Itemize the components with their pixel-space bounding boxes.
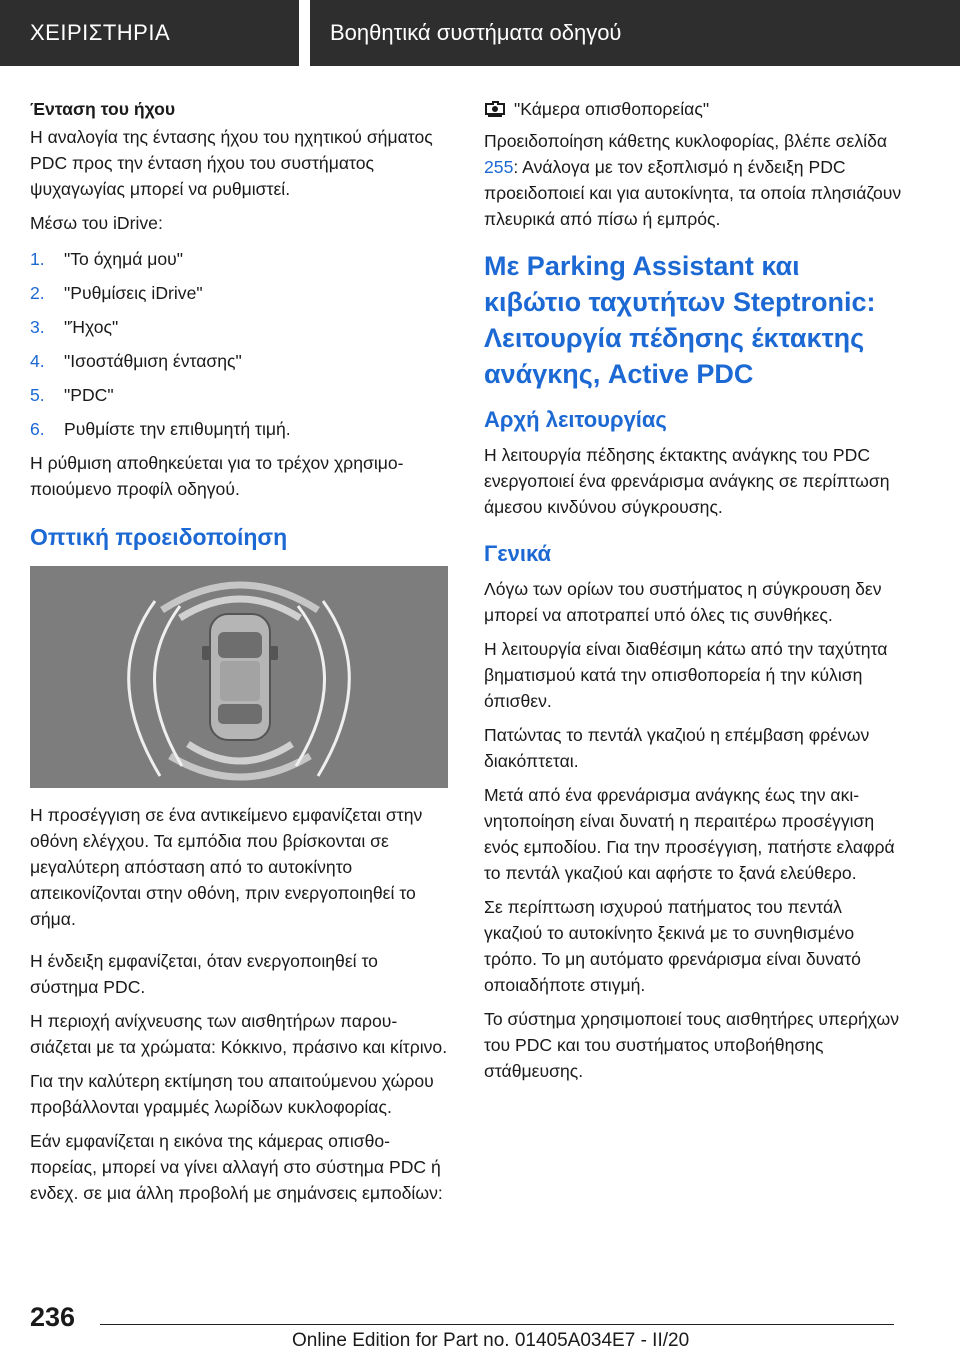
step-number: 5. xyxy=(30,385,45,405)
cross-traffic-text-a: Προειδοποίηση κάθετης κυκλοφορίας, βλέπε σελίδα xyxy=(484,131,888,151)
page-number: 236 xyxy=(30,1302,76,1332)
section-title: Βοηθητικά συστήματα οδηγού xyxy=(310,0,960,66)
step-item xyxy=(30,246,450,272)
step-text: "PDC" xyxy=(64,385,114,405)
principle-heading: Αρχή λειτουργίας xyxy=(484,407,667,432)
cross-traffic-paragraph xyxy=(484,128,904,232)
visual-warning-heading: Οπτική προειδοποίηση xyxy=(30,524,288,550)
step-text: "Ρυθμίσεις iDrive" xyxy=(64,283,203,303)
visual-paragraph-2: Η ένδειξη εμφανίζεται, όταν ενεργοποιηθεί το σύστημα PDC. xyxy=(30,951,378,997)
cross-traffic-text-b: : Ανάλογα με τον εξοπλισμό η ένδειξη PDC προειδοποιεί και για αυτοκίνητα, τα οποία πλησιάζουν πλευρικά από πίσω ή εμπρός. xyxy=(484,157,902,229)
left-column xyxy=(30,96,450,1214)
page-link-255[interactable]: 255 xyxy=(484,157,514,177)
step-text: "Το όχημά μου" xyxy=(64,249,184,269)
edition-text: Online Edition for Part no. 01405A034E7 - II/20 xyxy=(292,1330,690,1351)
step-number: 6. xyxy=(30,419,45,439)
volume-paragraph-3: Η ρύθμιση αποθηκεύεται για το τρέχον χρησιμοποιούμενο προφίλ οδηγού. xyxy=(30,453,404,499)
page-header xyxy=(0,0,960,66)
step-text: "Ισοστάθμιση έντασης" xyxy=(64,351,242,371)
step-text: Ρυθμίστε την επιθυμητή τιμή. xyxy=(64,419,291,439)
footer-divider xyxy=(100,1324,894,1325)
visual-paragraph-4: Για την καλύτερη εκτίμηση του απαιτούμενου χώρου προβάλλονται γραμμές λωρίδων κυκλοφορίας. xyxy=(30,1071,434,1117)
general-paragraph-5: Σε περίπτωση ισχυρού πατήματος του πεντάλ γκαζιού το αυτοκίνητο ξεκινά με το συνηθισμένο τρόπο. Το μη αυτόματο φρενάρισμα είναι δυνατό οποιαδήποτε στιγμή. xyxy=(484,897,861,995)
general-paragraph-4: Μετά από ένα φρενάρισμα ανάγκης έως την ακινητοποίηση είναι δυνατή η περαιτέρω προσέγγιση ενός εμποδίου. Για την προσέγγιση, πατήστε ελαφρά το πεντάλ γκαζιού και αφήστε το ξανά ελεύθερο. xyxy=(484,785,895,883)
general-paragraph-3: Πατώντας το πεντάλ γκαζιού η επέμβαση φρένων διακόπτεται. xyxy=(484,725,870,771)
chapter-title: ΧΕΙΡΙΣΤΗΡΙΑ xyxy=(0,0,299,66)
general-paragraph-2: Η λειτουργία είναι διαθέσιμη κάτω από την ταχύτητα βηματισμού κατά την οπισθοπορεία ή την κύλιση όπισθεν. xyxy=(484,639,888,711)
volume-paragraph-1: Η αναλογία της έντασης ήχου του ηχητικού σήματος PDC προς την ένταση ήχου του συστήματος ψυχαγωγίας μπορεί να ρυθμιστεί. xyxy=(30,127,433,199)
general-paragraph-1: Λόγω των ορίων του συστήματος η σύγκρουση δεν μπορεί να αποτραπεί υπό όλες τις συνθήκες. xyxy=(484,579,882,625)
visual-paragraph-3: Η περιοχή ανίχνευσης των αισθητήρων παρουσιάζεται με τα χρώματα: Κόκκινο, πράσινο και κίτρινο. xyxy=(30,1011,448,1057)
step-text: "Ήχος" xyxy=(64,317,119,337)
general-paragraph-6: Το σύστημα χρησιμοποιεί τους αισθητήρες υπερήχων του PDC και του συστήματος υποβοήθησης στάθμευσης. xyxy=(484,1009,900,1081)
step-item xyxy=(30,382,450,408)
volume-heading: Ένταση του ήχου xyxy=(30,99,176,119)
volume-paragraph-2: Μέσω του iDrive: xyxy=(30,213,163,233)
step-number: 2. xyxy=(30,283,45,303)
step-number: 3. xyxy=(30,317,45,337)
visual-paragraph-1: Η προσέγγιση σε ένα αντικείμενο εμφανίζεται στην οθόνη ελέγχου. Τα εμπόδια που βρίσκονται σε μεγαλύτερη απόσταση από το αυτοκίνητο απεικονίζονται στην οθόνη, πριν ενεργοποιηθεί το σήμα. xyxy=(30,805,423,929)
car-top-view xyxy=(202,614,278,740)
step-item xyxy=(30,314,450,340)
step-number: 4. xyxy=(30,351,45,371)
step-item xyxy=(30,416,450,442)
step-number: 1. xyxy=(30,249,45,269)
right-column xyxy=(484,96,904,1092)
camera-option xyxy=(484,96,904,122)
general-heading: Γενικά xyxy=(484,541,552,566)
step-item xyxy=(30,348,450,374)
rear-camera-icon xyxy=(484,100,506,118)
emergency-braking-heading: Με Parking Assistant και κιβώτιο ταχυτήτων Steptronic: Λειτουργία πέδησης έκτακτης ανάγκης, Active PDC xyxy=(484,251,876,389)
camera-option-label: "Κάμερα οπισθοπορείας" xyxy=(514,99,710,119)
idrive-steps xyxy=(30,246,450,442)
step-item xyxy=(30,280,450,306)
visual-paragraph-5: Εάν εμφανίζεται η εικόνα της κάμερας οπισθοπορείας, μπορεί να γίνει αλλαγή στο σύστημα PDC ή ενδεχ. σε μια άλλη προβολή με σημάνσεις εμποδίων: xyxy=(30,1131,443,1203)
pdc-car-illustration xyxy=(30,566,448,788)
principle-paragraph: Η λειτουργία πέδησης έκτακτης ανάγκης του PDC ενεργοποιεί ένα φρενάρισμα ανάγκης σε περίπτωση άμεσου κινδύνου σύγκρουσης. xyxy=(484,445,890,517)
